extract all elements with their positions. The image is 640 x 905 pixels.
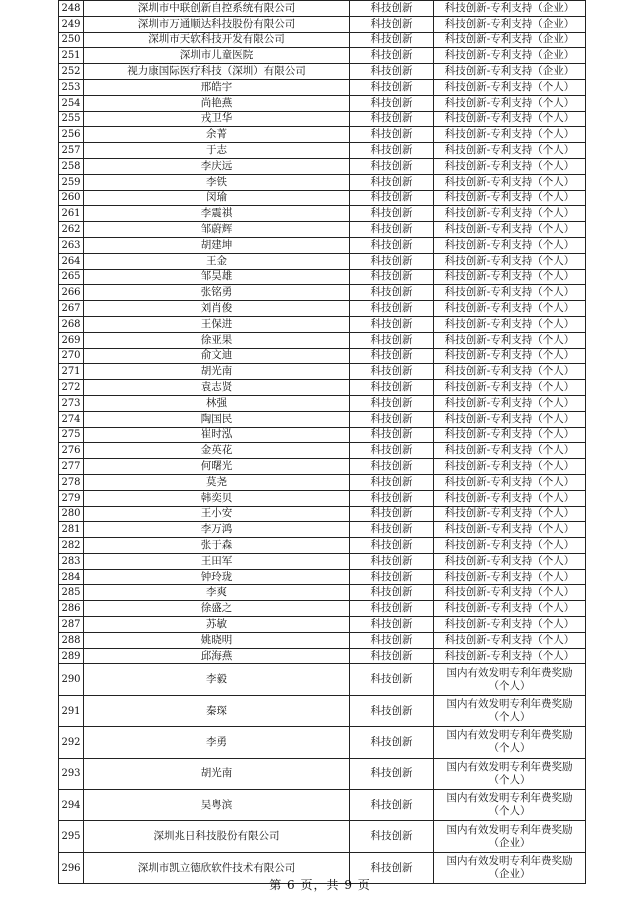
category-cell: 科技创新 [350, 664, 434, 695]
table-row [59, 95, 586, 111]
table-row [59, 222, 586, 238]
category-cell: 科技创新 [350, 852, 434, 883]
table-row [59, 237, 586, 253]
category-cell: 科技创新 [350, 237, 434, 253]
project-cell: 科技创新-专利支持（个人） [434, 158, 586, 174]
category-cell: 科技创新 [350, 585, 434, 601]
project-cell: 科技创新-专利支持（个人） [434, 506, 586, 522]
table-row [59, 64, 586, 80]
row-number-cell: 263 [59, 237, 84, 253]
project-cell: 科技创新-专利支持（个人） [434, 522, 586, 538]
row-number-cell: 275 [59, 427, 84, 443]
category-cell: 科技创新 [350, 48, 434, 64]
category-cell: 科技创新 [350, 474, 434, 490]
category-cell: 科技创新 [350, 727, 434, 758]
row-number-cell: 271 [59, 364, 84, 380]
recipient-name-cell: 戎卫华 [84, 111, 350, 127]
project-cell: 科技创新-专利支持（个人） [434, 538, 586, 554]
project-cell: 科技创新-专利支持（个人） [434, 206, 586, 222]
award-list-table [58, 0, 586, 884]
project-cell: 科技创新-专利支持（企业） [434, 16, 586, 32]
table-row [59, 395, 586, 411]
project-cell: 科技创新-专利支持（个人） [434, 585, 586, 601]
recipient-name-cell: 余菁 [84, 127, 350, 143]
category-cell: 科技创新 [350, 16, 434, 32]
project-cell: 科技创新-专利支持（企业） [434, 48, 586, 64]
table-row [59, 79, 586, 95]
category-cell: 科技创新 [350, 617, 434, 633]
row-number-cell: 277 [59, 459, 84, 475]
table-row [59, 174, 586, 190]
recipient-name-cell: 深圳市凯立德欣软件技术有限公司 [84, 852, 350, 883]
recipient-name-cell: 崔时泓 [84, 427, 350, 443]
recipient-name-cell: 深圳兆日科技股份有限公司 [84, 821, 350, 852]
category-cell: 科技创新 [350, 758, 434, 789]
category-cell: 科技创新 [350, 222, 434, 238]
recipient-name-cell: 李毅 [84, 664, 350, 695]
project-cell: 国内有效发明专利年费奖励（个人） [434, 664, 586, 695]
recipient-name-cell: 张于森 [84, 538, 350, 554]
table-row [59, 695, 586, 726]
project-cell: 科技创新-专利支持（个人） [434, 364, 586, 380]
project-cell: 科技创新-专利支持（个人） [434, 253, 586, 269]
project-cell: 国内有效发明专利年费奖励（个人） [434, 695, 586, 726]
row-number-cell: 255 [59, 111, 84, 127]
category-cell: 科技创新 [350, 790, 434, 821]
row-number-cell: 270 [59, 348, 84, 364]
row-number-cell: 272 [59, 380, 84, 396]
project-cell: 科技创新-专利支持（个人） [434, 301, 586, 317]
table-row [59, 48, 586, 64]
recipient-name-cell: 李铁 [84, 174, 350, 190]
table-row [59, 285, 586, 301]
project-cell: 科技创新-专利支持（个人） [434, 380, 586, 396]
row-number-cell: 289 [59, 648, 84, 664]
table-row [59, 727, 586, 758]
table-row [59, 758, 586, 789]
table-row [59, 474, 586, 490]
category-cell: 科技创新 [350, 506, 434, 522]
category-cell: 科技创新 [350, 79, 434, 95]
table-row [59, 269, 586, 285]
category-cell: 科技创新 [350, 174, 434, 190]
table-row [59, 664, 586, 695]
category-cell: 科技创新 [350, 648, 434, 664]
row-number-cell: 286 [59, 601, 84, 617]
project-cell: 科技创新-专利支持（个人） [434, 222, 586, 238]
table-row [59, 821, 586, 852]
category-cell: 科技创新 [350, 522, 434, 538]
recipient-name-cell: 李爽 [84, 585, 350, 601]
category-cell: 科技创新 [350, 632, 434, 648]
table-row [59, 569, 586, 585]
table-row [59, 427, 586, 443]
category-cell: 科技创新 [350, 32, 434, 48]
row-number-cell: 250 [59, 32, 84, 48]
category-cell: 科技创新 [350, 821, 434, 852]
category-cell: 科技创新 [350, 64, 434, 80]
table-row [59, 648, 586, 664]
row-number-cell: 267 [59, 301, 84, 317]
row-number-cell: 273 [59, 395, 84, 411]
category-cell: 科技创新 [350, 364, 434, 380]
recipient-name-cell: 邹蔚辉 [84, 222, 350, 238]
category-cell: 科技创新 [350, 553, 434, 569]
project-cell: 科技创新-专利支持（个人） [434, 395, 586, 411]
category-cell: 科技创新 [350, 95, 434, 111]
row-number-cell: 292 [59, 727, 84, 758]
project-cell: 科技创新-专利支持（个人） [434, 553, 586, 569]
row-number-cell: 290 [59, 664, 84, 695]
recipient-name-cell: 深圳市万通顺达科技股份有限公司 [84, 16, 350, 32]
recipient-name-cell: 邱海燕 [84, 648, 350, 664]
table-row [59, 538, 586, 554]
recipient-name-cell: 徐盛之 [84, 601, 350, 617]
table-row [59, 411, 586, 427]
table-row [59, 506, 586, 522]
row-number-cell: 282 [59, 538, 84, 554]
row-number-cell: 283 [59, 553, 84, 569]
row-number-cell: 274 [59, 411, 84, 427]
row-number-cell: 295 [59, 821, 84, 852]
table-row [59, 380, 586, 396]
recipient-name-cell: 深圳市天软科技开发有限公司 [84, 32, 350, 48]
recipient-name-cell: 视力康国际医疗科技（深圳）有限公司 [84, 64, 350, 80]
project-cell: 科技创新-专利支持（个人） [434, 332, 586, 348]
category-cell: 科技创新 [350, 348, 434, 364]
row-number-cell: 285 [59, 585, 84, 601]
project-cell: 科技创新-专利支持（个人） [434, 285, 586, 301]
project-cell: 国内有效发明专利年费奖励（个人） [434, 727, 586, 758]
row-number-cell: 287 [59, 617, 84, 633]
recipient-name-cell: 胡光南 [84, 758, 350, 789]
recipient-name-cell: 何曙光 [84, 459, 350, 475]
category-cell: 科技创新 [350, 443, 434, 459]
row-number-cell: 281 [59, 522, 84, 538]
recipient-name-cell: 莫尧 [84, 474, 350, 490]
category-cell: 科技创新 [350, 206, 434, 222]
table-row [59, 32, 586, 48]
row-number-cell: 294 [59, 790, 84, 821]
project-cell: 科技创新-专利支持（企业） [434, 32, 586, 48]
recipient-name-cell: 胡光南 [84, 364, 350, 380]
table-row [59, 522, 586, 538]
table-row [59, 490, 586, 506]
table-row [59, 553, 586, 569]
row-number-cell: 258 [59, 158, 84, 174]
row-number-cell: 261 [59, 206, 84, 222]
table-row [59, 127, 586, 143]
recipient-name-cell: 吴粤滨 [84, 790, 350, 821]
project-cell: 科技创新-专利支持（个人） [434, 348, 586, 364]
table-row [59, 190, 586, 206]
row-number-cell: 288 [59, 632, 84, 648]
table-row [59, 443, 586, 459]
category-cell: 科技创新 [350, 459, 434, 475]
project-cell: 科技创新-专利支持（个人） [434, 490, 586, 506]
category-cell: 科技创新 [350, 158, 434, 174]
project-cell: 科技创新-专利支持（个人） [434, 427, 586, 443]
category-cell: 科技创新 [350, 190, 434, 206]
table-row [59, 111, 586, 127]
recipient-name-cell: 于志 [84, 143, 350, 159]
recipient-name-cell: 韩奕贝 [84, 490, 350, 506]
recipient-name-cell: 闵瑜 [84, 190, 350, 206]
recipient-name-cell: 秦琛 [84, 695, 350, 726]
row-number-cell: 293 [59, 758, 84, 789]
row-number-cell: 265 [59, 269, 84, 285]
recipient-name-cell: 深圳市中联创新自控系统有限公司 [84, 1, 350, 17]
project-cell: 科技创新-专利支持（个人） [434, 111, 586, 127]
row-number-cell: 276 [59, 443, 84, 459]
category-cell: 科技创新 [350, 695, 434, 726]
project-cell: 科技创新-专利支持（个人） [434, 569, 586, 585]
project-cell: 国内有效发明专利年费奖励（个人） [434, 790, 586, 821]
row-number-cell: 296 [59, 852, 84, 883]
category-cell: 科技创新 [350, 127, 434, 143]
row-number-cell: 279 [59, 490, 84, 506]
project-cell: 国内有效发明专利年费奖励（企业） [434, 821, 586, 852]
row-number-cell: 249 [59, 16, 84, 32]
project-cell: 科技创新-专利支持（个人） [434, 79, 586, 95]
row-number-cell: 280 [59, 506, 84, 522]
project-cell: 科技创新-专利支持（个人） [434, 601, 586, 617]
row-number-cell: 268 [59, 316, 84, 332]
row-number-cell: 264 [59, 253, 84, 269]
category-cell: 科技创新 [350, 395, 434, 411]
project-cell: 国内有效发明专利年费奖励（个人） [434, 758, 586, 789]
table-row [59, 459, 586, 475]
project-cell: 科技创新-专利支持（个人） [434, 632, 586, 648]
category-cell: 科技创新 [350, 569, 434, 585]
project-cell: 国内有效发明专利年费奖励（企业） [434, 852, 586, 883]
category-cell: 科技创新 [350, 332, 434, 348]
category-cell: 科技创新 [350, 427, 434, 443]
project-cell: 科技创新-专利支持（个人） [434, 617, 586, 633]
project-cell: 科技创新-专利支持（个人） [434, 411, 586, 427]
recipient-name-cell: 俞文迪 [84, 348, 350, 364]
recipient-name-cell: 李勇 [84, 727, 350, 758]
recipient-name-cell: 金英花 [84, 443, 350, 459]
category-cell: 科技创新 [350, 253, 434, 269]
row-number-cell: 262 [59, 222, 84, 238]
row-number-cell: 266 [59, 285, 84, 301]
recipient-name-cell: 邹昊雄 [84, 269, 350, 285]
table-row [59, 253, 586, 269]
table-row [59, 158, 586, 174]
category-cell: 科技创新 [350, 301, 434, 317]
row-number-cell: 254 [59, 95, 84, 111]
category-cell: 科技创新 [350, 1, 434, 17]
row-number-cell: 256 [59, 127, 84, 143]
table-row [59, 301, 586, 317]
table-row [59, 364, 586, 380]
project-cell: 科技创新-专利支持（个人） [434, 95, 586, 111]
recipient-name-cell: 深圳市儿童医院 [84, 48, 350, 64]
page-number-footer: 第 6 页，共 9 页 [269, 878, 371, 892]
table-row [59, 790, 586, 821]
recipient-name-cell: 钟玲珑 [84, 569, 350, 585]
table-row [59, 617, 586, 633]
recipient-name-cell: 袁志贤 [84, 380, 350, 396]
recipient-name-cell: 王田军 [84, 553, 350, 569]
recipient-name-cell: 苏敏 [84, 617, 350, 633]
table-row [59, 585, 586, 601]
row-number-cell: 278 [59, 474, 84, 490]
recipient-name-cell: 尚艳燕 [84, 95, 350, 111]
row-number-cell: 269 [59, 332, 84, 348]
table-body [59, 1, 586, 884]
recipient-name-cell: 刘肖俊 [84, 301, 350, 317]
recipient-name-cell: 王小安 [84, 506, 350, 522]
category-cell: 科技创新 [350, 490, 434, 506]
category-cell: 科技创新 [350, 601, 434, 617]
recipient-name-cell: 李震祺 [84, 206, 350, 222]
row-number-cell: 248 [59, 1, 84, 17]
recipient-name-cell: 王金 [84, 253, 350, 269]
row-number-cell: 251 [59, 48, 84, 64]
recipient-name-cell: 李万鸿 [84, 522, 350, 538]
recipient-name-cell: 陶国民 [84, 411, 350, 427]
recipient-name-cell: 林强 [84, 395, 350, 411]
table-row [59, 16, 586, 32]
recipient-name-cell: 邢皓宇 [84, 79, 350, 95]
row-number-cell: 252 [59, 64, 84, 80]
project-cell: 科技创新-专利支持（个人） [434, 127, 586, 143]
recipient-name-cell: 王保进 [84, 316, 350, 332]
project-cell: 科技创新-专利支持（个人） [434, 237, 586, 253]
table-row [59, 348, 586, 364]
category-cell: 科技创新 [350, 269, 434, 285]
row-number-cell: 284 [59, 569, 84, 585]
project-cell: 科技创新-专利支持（个人） [434, 316, 586, 332]
table-row [59, 332, 586, 348]
category-cell: 科技创新 [350, 380, 434, 396]
row-number-cell: 291 [59, 695, 84, 726]
row-number-cell: 253 [59, 79, 84, 95]
project-cell: 科技创新-专利支持（个人） [434, 174, 586, 190]
table-row [59, 1, 586, 17]
project-cell: 科技创新-专利支持（个人） [434, 474, 586, 490]
category-cell: 科技创新 [350, 316, 434, 332]
recipient-name-cell: 李庆远 [84, 158, 350, 174]
recipient-name-cell: 张铭勇 [84, 285, 350, 301]
table-row [59, 632, 586, 648]
table-row [59, 206, 586, 222]
recipient-name-cell: 徐亚果 [84, 332, 350, 348]
table-row [59, 316, 586, 332]
category-cell: 科技创新 [350, 111, 434, 127]
category-cell: 科技创新 [350, 143, 434, 159]
category-cell: 科技创新 [350, 538, 434, 554]
project-cell: 科技创新-专利支持（个人） [434, 190, 586, 206]
project-cell: 科技创新-专利支持（个人） [434, 269, 586, 285]
row-number-cell: 260 [59, 190, 84, 206]
table-row [59, 143, 586, 159]
project-cell: 科技创新-专利支持（个人） [434, 443, 586, 459]
project-cell: 科技创新-专利支持（企业） [434, 64, 586, 80]
recipient-name-cell: 姚晓明 [84, 632, 350, 648]
recipient-name-cell: 胡建坤 [84, 237, 350, 253]
project-cell: 科技创新-专利支持（个人） [434, 143, 586, 159]
category-cell: 科技创新 [350, 285, 434, 301]
table-row [59, 601, 586, 617]
row-number-cell: 257 [59, 143, 84, 159]
row-number-cell: 259 [59, 174, 84, 190]
category-cell: 科技创新 [350, 411, 434, 427]
project-cell: 科技创新-专利支持（企业） [434, 1, 586, 17]
project-cell: 科技创新-专利支持（个人） [434, 648, 586, 664]
project-cell: 科技创新-专利支持（个人） [434, 459, 586, 475]
